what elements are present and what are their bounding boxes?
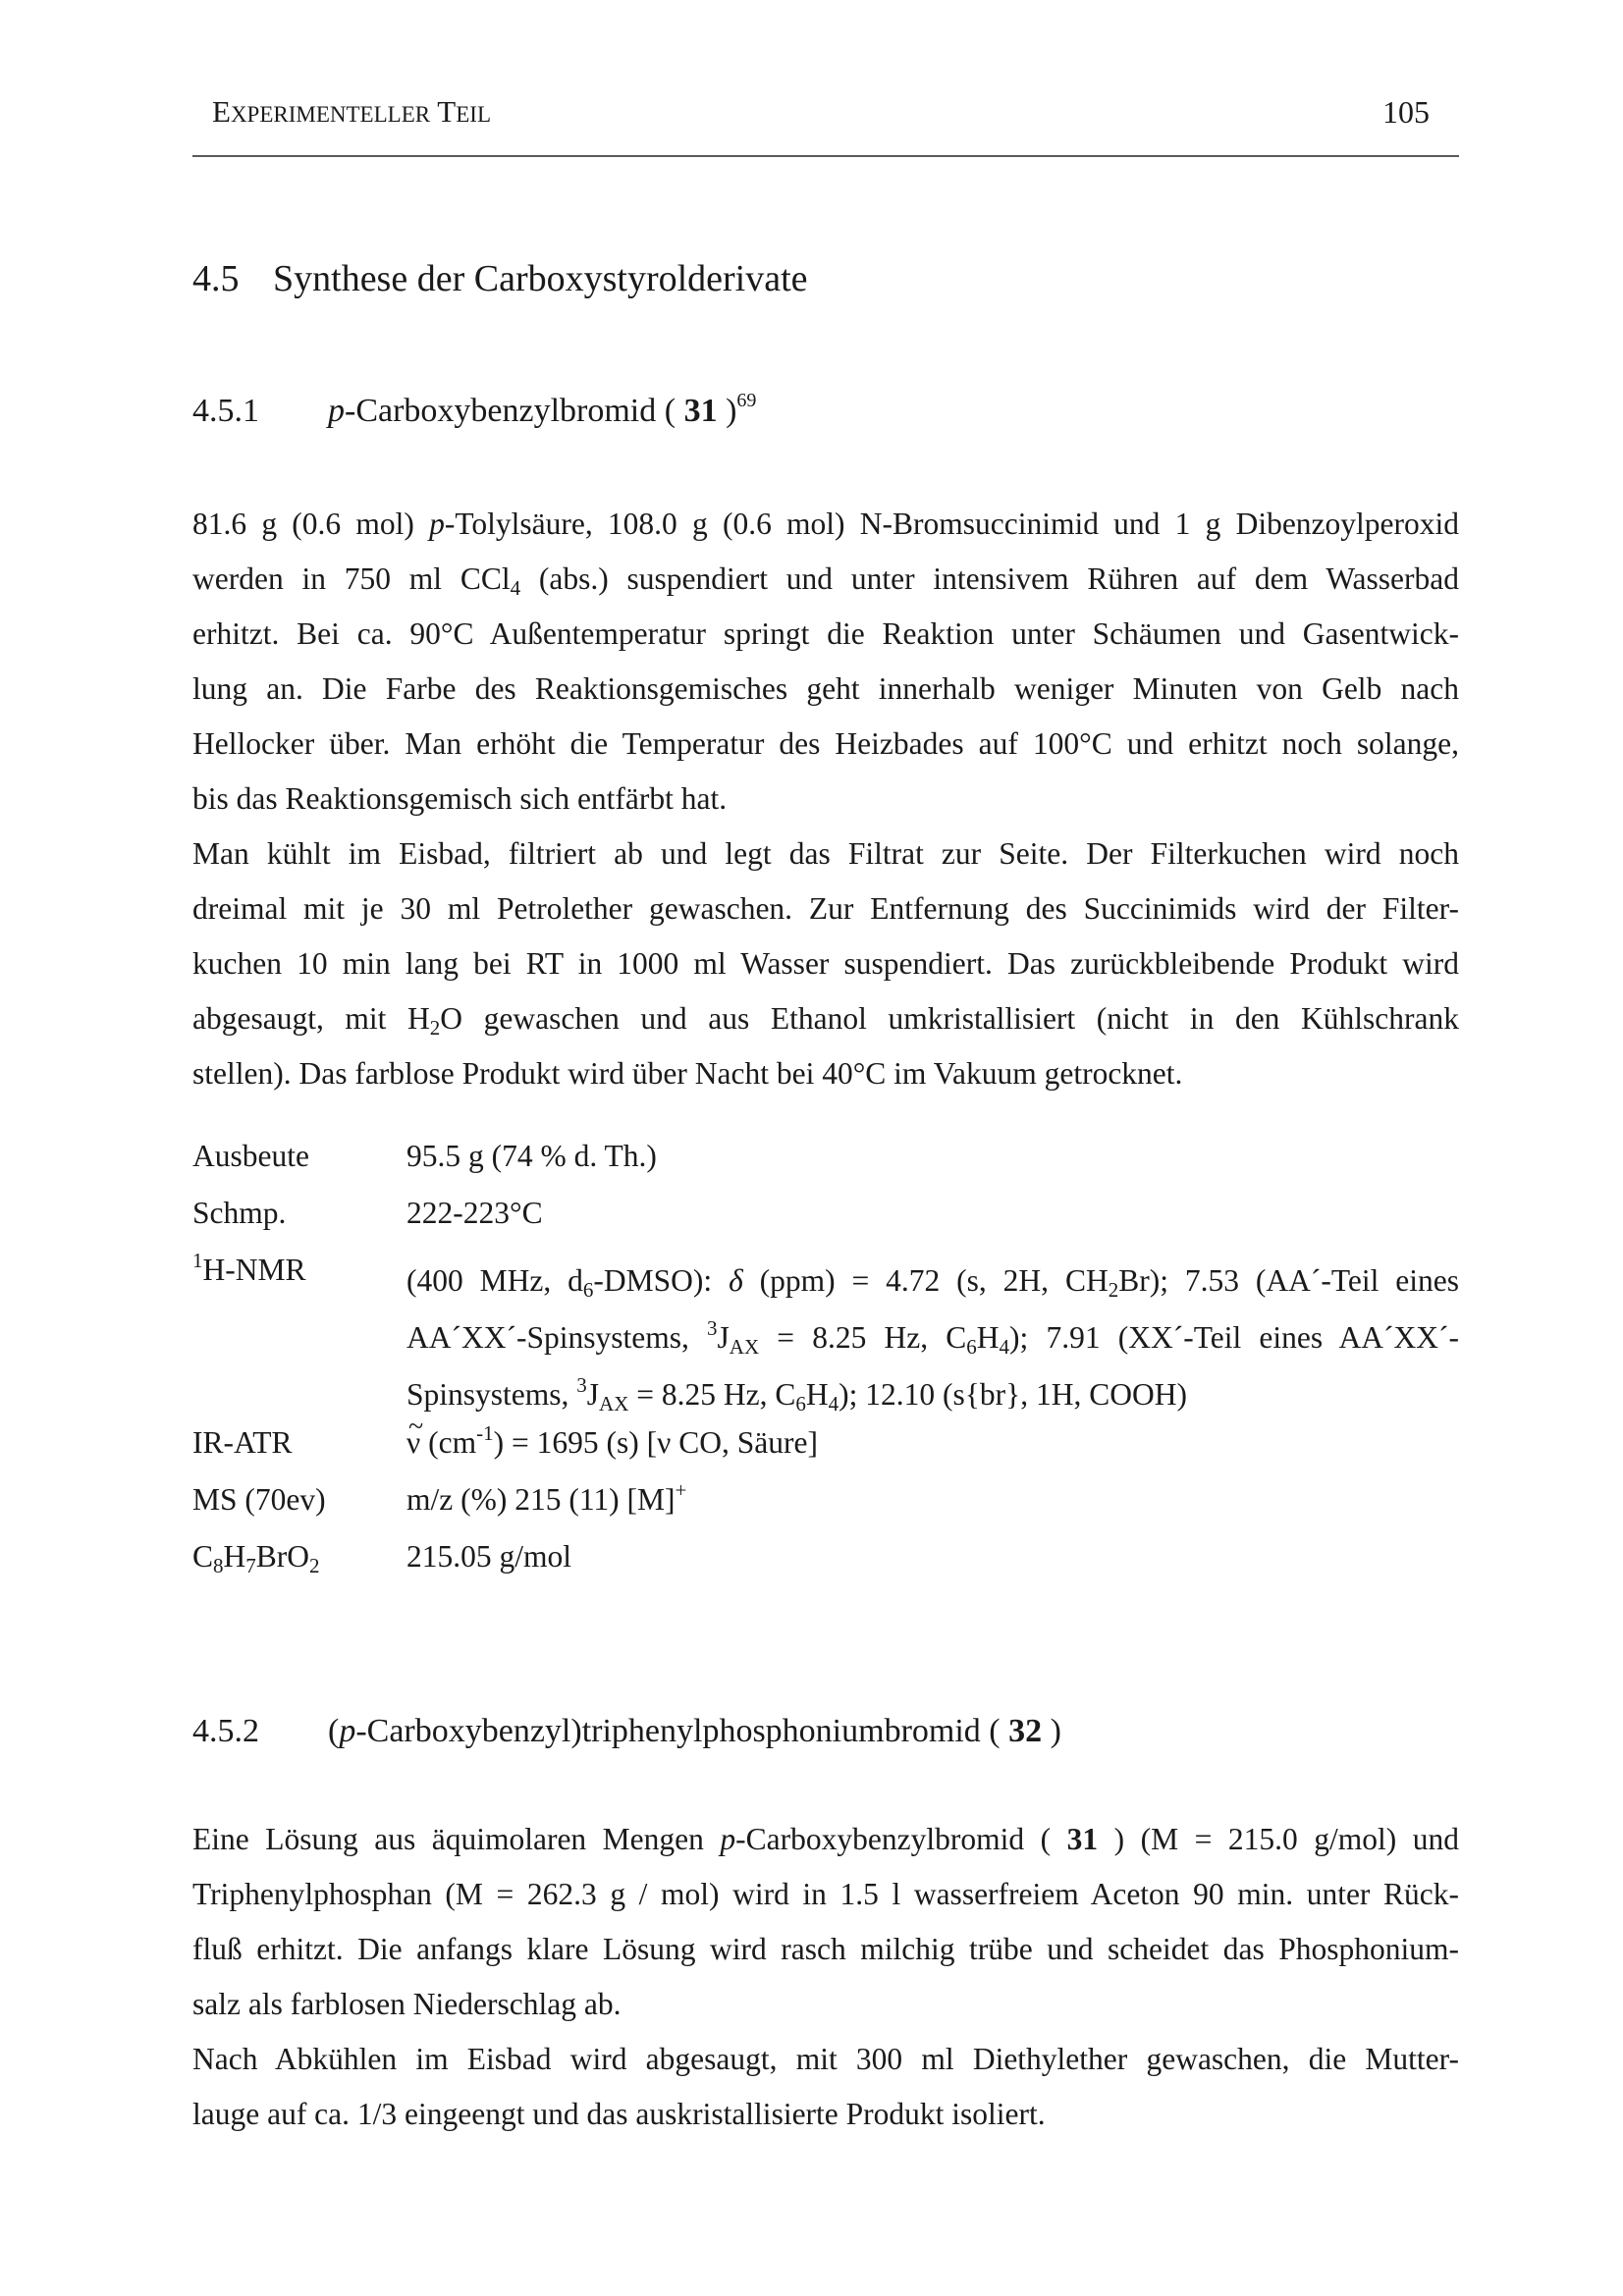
data-row-ms: MS (70ev) m/z (%) 215 (11) [M]+: [192, 1478, 687, 1517]
reference-number: 69: [736, 390, 757, 411]
data-row-formula: [192, 1539, 1459, 1596]
nmr-value: (400 MHz, $d_6-DMSO$): δ (ppm) = 4.72 (s, 2H, $CH_2Br$); 7.53 (AA´-Teil eines AA´XX´-Spinsystems, $^3J_{AX} = 8.25$ Hz, $C_6H_4$); 7.91 (XX´-Teil eines AA´XX´- Spinsystems, $^3J_{AX} = 8.25$ Hz, $C_6H_4$); 12.10 (s{br}, 1H, COOH): [406, 1263, 1459, 1415]
page-number: 105: [1382, 94, 1430, 130]
section-number: 4.5: [192, 258, 240, 299]
subsection-number: 4.5.1: [192, 393, 259, 429]
section-heading: [192, 257, 808, 300]
wavenumber-symbol: ~ ν: [406, 1425, 420, 1461]
molar-mass: 215.05 g/mol: [406, 1539, 572, 1574]
subsection-heading-1: 4.5.1 p-Carboxybenzylbromid ( 31 )$^{69}$: [192, 390, 757, 429]
section-title: Synthese der Carboxystyrolderivate: [273, 258, 808, 299]
paragraph-synthesis-31: 81.6 g (0.6 mol) p-Tolylsäure, 108.0 g (0.6 mol) N-Bromsuccinimid und 1 g Dibenzoylperoxid werden in 750 ml CCl$_4$ (abs.) suspendiert und unter intensivem Rühren auf dem Wasserbad erhitzt. Bei ca. 90°C Außentemperatur springt die Reaktion unter Schäumen und Gasentwick- lung an. Die Farbe des Reaktionsgemisches geht innerhalb weniger Minuten von Gelb nach Hellocker über. Man erhöht die Temperatur des Heizbades auf 100°C und erhitzt noch solange, bis das Reaktionsgemisch sich entfärbt hat. Man kühlt im Eisbad, filtriert ab und legt das Filtrat zur Seite. Der Filterkuchen wird noch dreimal mit je 30 ml Petrolether gewaschen. Zur Entfernung des Succinimids wird der Filter- kuchen 10 min lang bei RT in 1000 ml Wasser suspendiert. Das zurückbleibende Produkt wird abgesaugt, mit $H_2O$ gewaschen und aus Ethanol umkristallisiert (nicht in den Kühlschrank stellen). Das farblose Produkt wird über Nacht bei 40°C im Vakuum getrocknet.: [192, 507, 1460, 1091]
data-row-melting-point: Schmp. 222-223°C: [192, 1196, 543, 1230]
characterization-data: [192, 1139, 1459, 1596]
running-title: EXPERIMENTELLER TEIL: [212, 94, 491, 129]
molecular-formula: $C_8H_7BrO_2$: [192, 1539, 320, 1577]
compound-number: 31: [683, 393, 718, 429]
data-row-ir: IR-ATR ~ ν $(cm^{-1}) = 1695$ (s) [ν CO, Säure]: [192, 1425, 1459, 1482]
data-row-nmr: $^1$H-NMR (400 MHz, $d_6-DMSO$): δ (ppm) = 4.72 (s, 2H, $CH_2Br$); 7.53 (AA´-Teil eines AA´XX´-Spinsystems, $^3J_{AX} = 8.25$ Hz, $C_6H_4$); 7.91 (XX´-Teil eines AA´XX´- Spinsystems, $^3J_{AX} = 8.25$ Hz, $C_6H_4$); 12.10 (s{br}, 1H, COOH): [192, 1253, 1459, 1425]
subsection-heading-2: 4.5.2 (p-Carboxybenzyl)triphenylphosphoniumbromid ( 32 ): [192, 1713, 1061, 1749]
data-row-yield: Ausbeute 95.5 g (74 % d. Th.): [192, 1139, 657, 1173]
subsection-number: 4.5.2: [192, 1713, 259, 1749]
paragraph-synthesis-32: Eine Lösung aus äquimolaren Mengen p-Carboxybenzylbromid ( 31 ) (M = 215.0 g/mol) und Triphenylphosphan (M = 262.3 g / mol) wird in 1.5 l wasserfreiem Aceton 90 min. unter Rück- fluß erhitzt. Die anfangs klare Lösung wird rasch milchig trübe und scheidet das Phosphonium- salz als farblosen Niederschlag ab. Nach Abkühlen im Eisbad wird abgesaugt, mit 300 ml Diethylether gewaschen, die Mutter- lauge auf ca. 1/3 eingeengt und das auskristallisierte Produkt isoliert.: [192, 1822, 1460, 2131]
compound-number: 32: [1008, 1713, 1043, 1749]
running-header: [192, 94, 1459, 157]
